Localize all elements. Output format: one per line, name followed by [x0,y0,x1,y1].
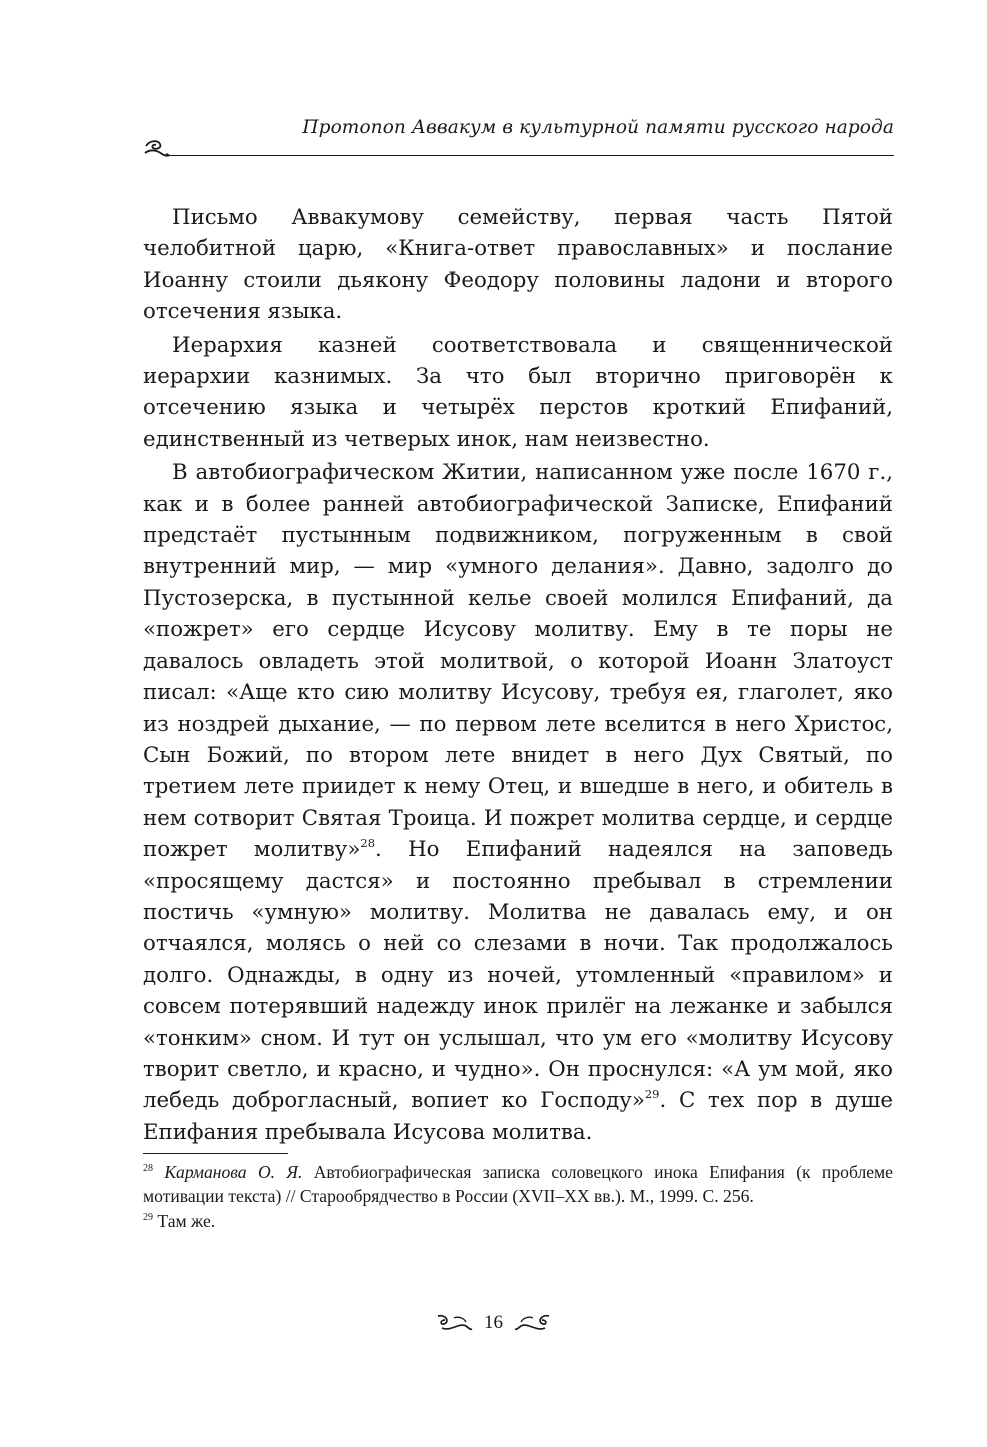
left-ornament-icon [436,1312,474,1334]
page-number: 16 [484,1312,503,1333]
page-folio [0,1312,987,1342]
footnote-28: $^{28}$ Карманова О. Я. Автобиографическая записка соловецкого инока Епифания (к проблеме мотивации текста) // Старообрядчество в России (XVII–XX вв.). М., 1999. С. 256. [143,1162,893,1207]
footnotes [143,1160,893,1233]
footnote-29: $^{29}$ Там же. [143,1210,216,1231]
header-rule [168,155,894,156]
right-ornament-icon [513,1312,551,1334]
running-title: Протопоп Аввакум в культурной памяти русского народа [302,117,894,138]
paragraph-3: В автобиографическом Житии, написанном уже после 1670 г., как и в более ранней автобиографической Записке, Епифаний предстаёт пустынным подвижником, погруженным в свой внутренний мир, — мир «умного делания». Давно, задолго до Пустозерска, в пустынной келье своей молился Епифаний, да «пожрет» его сердце Исусову молитву. Ему в те поры не давалось овладеть этой молитвой, о которой Иоанн Златоуст писал: «Аще кто сию молитву Исусову, требуя ея, глаголет, яко из ноздрей дыхание, — по первом лете вселится в него Христос, Сын Божий, по втором лете внидет в него Дух Святый, по третием лете приидет к нему Отец, и вшедше в него, и обитель в нем сотворит Святая Троица. И пожрет молитва сердце, и сердце пожрет молитву»$^{28}$. Но Епифаний надеялся на заповедь «просящему дастся» и постоянно пребывал в стремлении постичь «умную» молитву. Молитва не давалась ему, и он отчаялся, молясь о ней со слезами в ночи. Так продолжалось долго. Однажды, в одну из ночей, утомленный «правилом» и совсем потерявший надежду инок прилёг на лежанке и забылся «тонким» сном. И тут он услышал, что ум его «молитву Исусову творит светло, и красно, и чудно». Он проснулся: «А ум мой, яко лебедь доброгласный, вопиет ко Господу»$^{29}$. С тех пор в душе Епифания пребывала Исусова молитва. [143,460,894,1145]
footnote-ref-28[interactable]: 28 [360,836,376,851]
paragraph-2: Иерархия казней соответствовала и священнической иерархии казнимых. За что был вторично приговорён к отсечению языка и четырёх перстов кроткий Епифаний, единственный из четверых инок, нам неизвестно. [143,332,893,452]
footnote-ref-29[interactable]: 29 [644,1087,660,1102]
main-text [143,202,893,1148]
paragraph-1: Письмо Аввакумову семейству, первая часть Пятой челобитной царю, «Книга-ответ православных» и послание Иоанну стоили дьякону Феодору половины ладони и второго отсечения языка. [143,205,893,325]
footnote-rule [143,1153,288,1154]
flourish-ornament-icon [142,134,172,164]
